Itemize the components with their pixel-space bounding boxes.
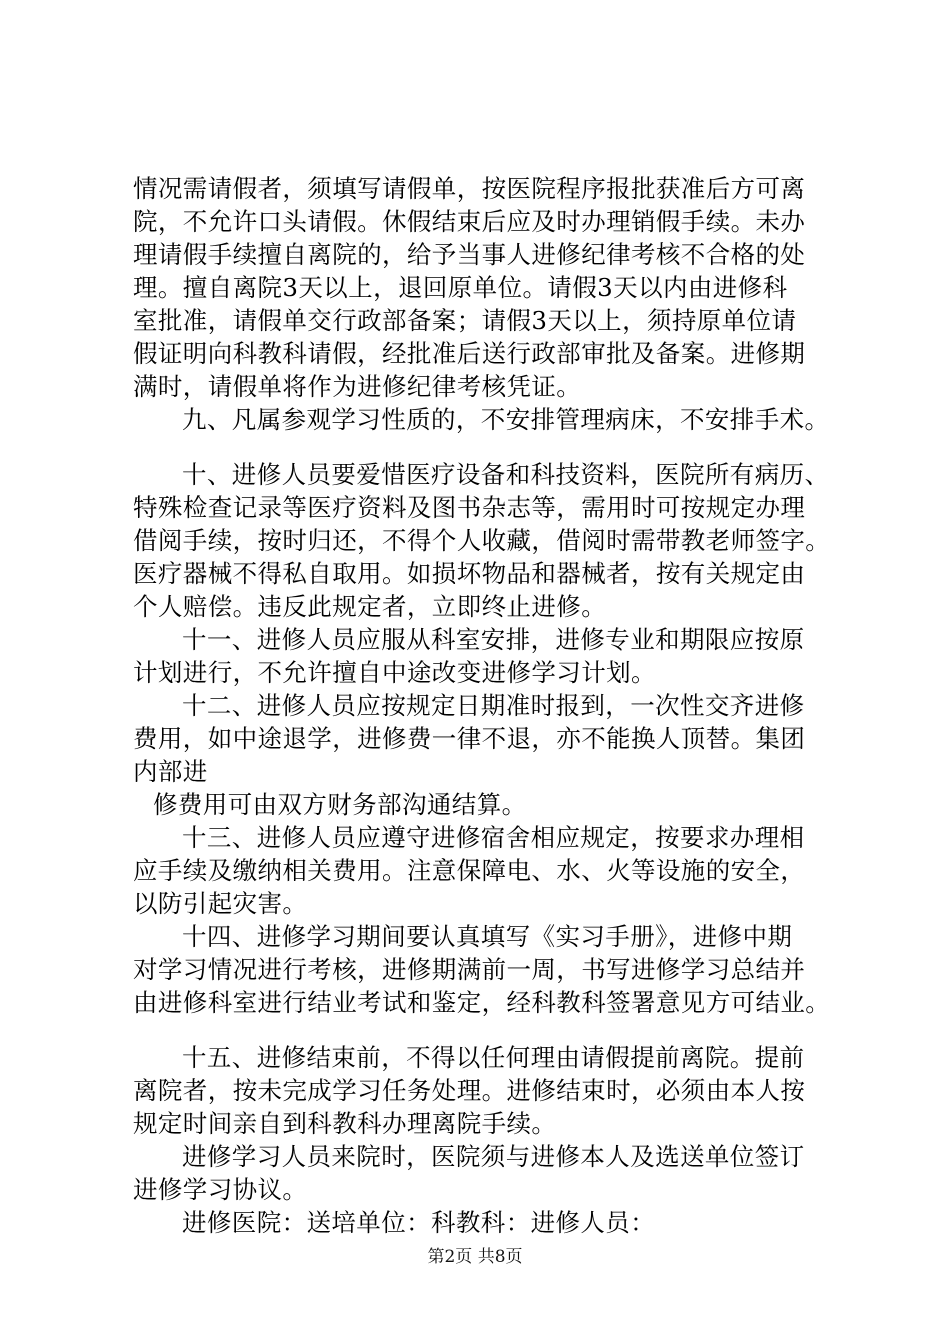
clause-fourteen: 十四、进修学习期间要认真填写《实习手册》，进修中期 xyxy=(182,922,793,951)
text-line: 情况需请假者，须填写请假单，按医院程序报批获准后方可离 xyxy=(133,174,806,203)
clause-fifteen: 十五、进修结束前，不得以任何理由请假提前离院。提前 xyxy=(182,1043,805,1072)
clause-nine: 九、凡属参观学习性质的，不安排管理病床，不安排手术。 xyxy=(182,405,830,434)
clause-ten: 十、进修人员要爱惜医疗设备和科技资料，医院所有病历、 xyxy=(182,460,830,489)
clause-thirteen: 十三、进修人员应遵守进修宿舍相应规定，按要求办理相 xyxy=(182,823,805,852)
text-line: 计划进行，不允许擅自中途改变进修学习计划。 xyxy=(133,658,656,687)
text-line: 由进修科室进行结业考试和鉴定，经科教科签署意见方可结业。 xyxy=(133,988,831,1017)
paragraph-gap xyxy=(133,1019,845,1041)
paragraph-gap xyxy=(133,436,845,458)
text-line: 满时，请假单将作为进修纪律考核凭证。 xyxy=(133,372,582,401)
text-line: 个人赔偿。违反此规定者，立即终止进修。 xyxy=(133,592,607,621)
text-line: 假证明向科教科请假，经批准后送行政部审批及备案。进修期 xyxy=(133,339,806,368)
document-body xyxy=(133,172,845,1239)
text-line: 离院者，按未完成学习任务处理。进修结束时，必须由本人按 xyxy=(133,1076,806,1105)
signature-fields: 进修医院：送培单位：科教科：进修人员： xyxy=(182,1208,656,1237)
page-footer: 第2页 共8页 xyxy=(427,1247,523,1267)
text-line: 以防引起灾害。 xyxy=(133,889,308,918)
text-line: 进修学习协议。 xyxy=(133,1175,308,1204)
text-line: 理。擅自离院3天以上，退回原单位。请假3天以内由进修科 xyxy=(133,273,788,302)
clause-twelve: 十二、进修人员应按规定日期准时报到，一次性交齐进修 xyxy=(182,691,805,720)
text-line: 对学习情况进行考核，进修期满前一周，书写进修学习总结并 xyxy=(133,955,806,984)
text-line: 内部进 xyxy=(133,757,208,786)
clause-eleven: 十一、进修人员应服从科室安排，进修专业和期限应按原 xyxy=(182,625,805,654)
text-line: 修费用可由双方财务部沟通结算。 xyxy=(153,790,527,819)
text-line: 特殊检查记录等医疗资料及图书杂志等，需用时可按规定办理 xyxy=(133,493,806,522)
text-line: 理请假手续擅自离院的，给予当事人进修纪律考核不合格的处 xyxy=(133,240,806,269)
agreement-line: 进修学习人员来院时，医院须与进修本人及选送单位签订 xyxy=(182,1142,805,1171)
text-line: 医疗器械不得私自取用。如损坏物品和器械者，按有关规定由 xyxy=(133,559,806,588)
text-line: 院，不允许口头请假。休假结束后应及时办理销假手续。未办 xyxy=(133,207,806,236)
text-line: 规定时间亲自到科教科办理离院手续。 xyxy=(133,1109,557,1138)
text-line: 应手续及缴纳相关费用。注意保障电、水、火等设施的安全， xyxy=(133,856,806,885)
text-line: 室批准，请假单交行政部备案；请假3天以上，须持原单位请 xyxy=(133,306,797,335)
text-line: 费用，如中途退学，进修费一律不退，亦不能换人顶替。集团 xyxy=(133,724,806,753)
text-line: 借阅手续，按时归还，不得个人收藏，借阅时需带教老师签字。 xyxy=(133,526,831,555)
